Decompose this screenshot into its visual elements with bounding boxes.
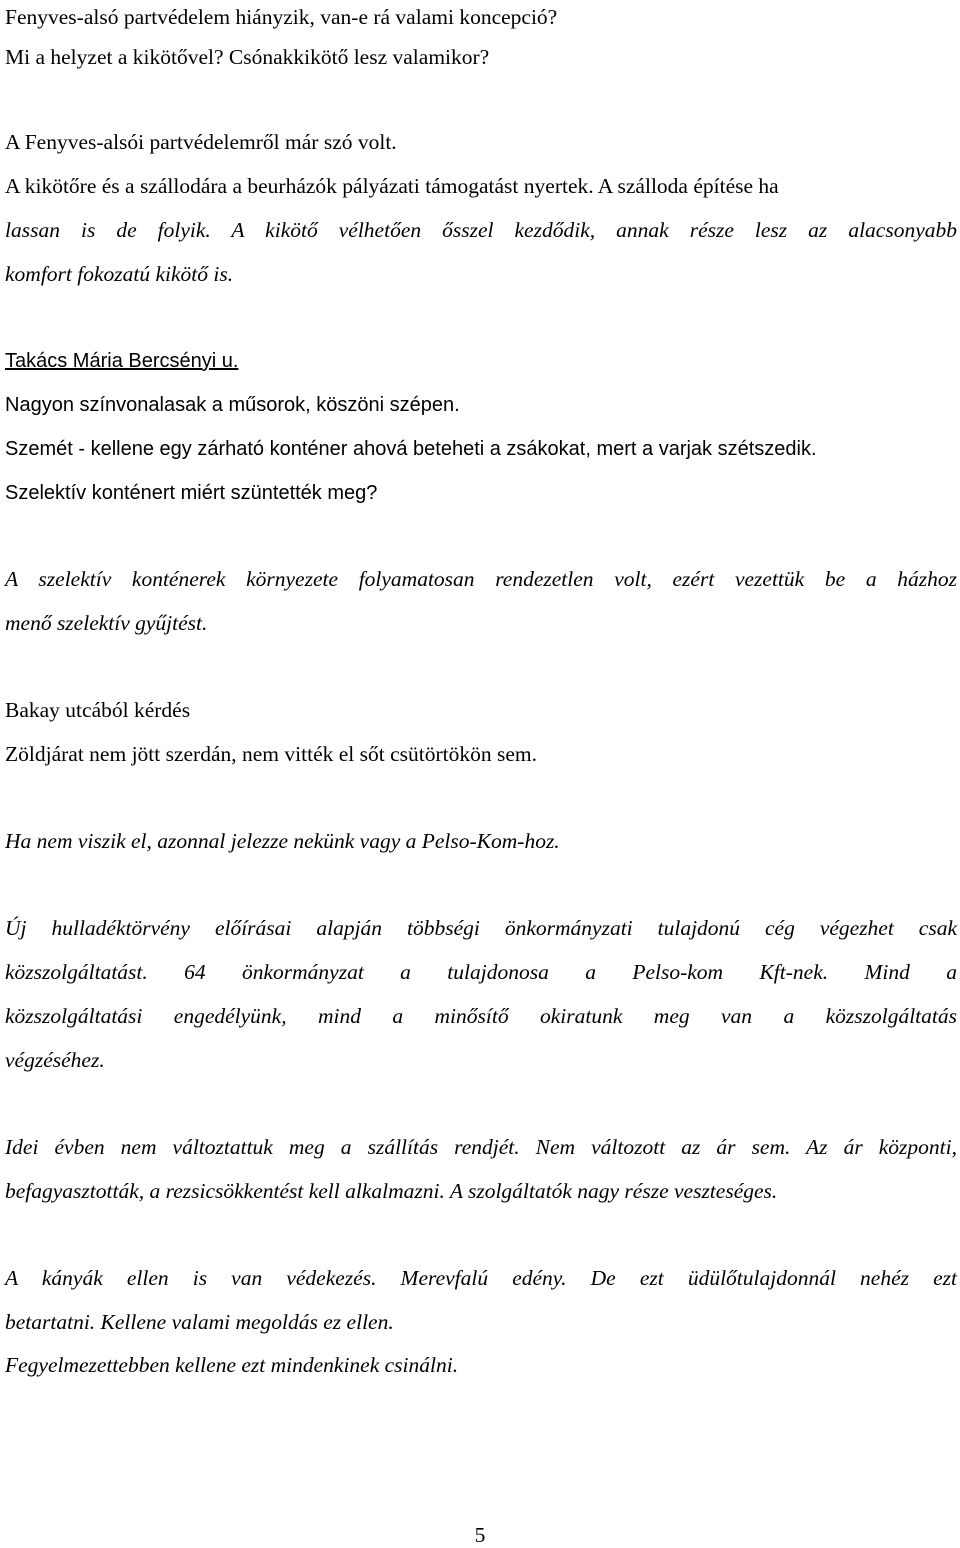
page-number: 5 bbox=[474, 1523, 486, 1547]
answer-line: A kikötőre és a szállodára a beurházók pályázati támogatást nyertek. A szálloda építése ha bbox=[5, 174, 779, 198]
answer-line: Ha nem viszik el, azonnal jelezze nekünk vagy a Pelso-Kom-hoz. bbox=[5, 829, 560, 853]
answer-line: A kányák ellen is van védekezés. Merevfalú edény. De ezt üdülőtulajdonnál nehéz ezt bbox=[5, 1266, 957, 1290]
answer-line: közszolgáltatást. 64 önkormányzat a tulajdonosa a Pelso-kom Kft-nek. Mind a bbox=[5, 960, 957, 984]
speaker-name: Takács Mária Bercsényi u. bbox=[5, 350, 239, 372]
speaker-name: Bakay utcából kérdés bbox=[5, 698, 191, 722]
question-line: Fenyves-alsó partvédelem hiányzik, van-e rá valami koncepció? bbox=[5, 5, 558, 29]
question-line: Szemét - kellene egy zárható konténer ahová beteheti a zsákokat, mert a varjak szétszedik. bbox=[5, 438, 817, 460]
question-line: Nagyon színvonalasak a műsorok, köszöni szépen. bbox=[5, 394, 460, 416]
answer-line: menő szelektív gyűjtést. bbox=[5, 611, 208, 635]
answer-line: befagyasztották, a rezsicsökkentést kell alkalmazni. A szolgáltatók nagy része veszteséges. bbox=[5, 1179, 778, 1203]
question-line: Mi a helyzet a kikötővel? Csónakkikötő lesz valamikor? bbox=[5, 45, 490, 69]
answer-line: A szelektív konténerek környezete folyamatosan rendezetlen volt, ezért vezettük be a házhoz bbox=[5, 567, 957, 591]
answer-line: Fegyelmezettebben kellene ezt mindenkinek csinálni. bbox=[5, 1353, 459, 1377]
answer-line: közszolgáltatási engedélyünk, mind a minősítő okiratunk meg van a közszolgáltatás bbox=[5, 1004, 957, 1028]
answer-line: A Fenyves-alsói partvédelemről már szó volt. bbox=[5, 130, 397, 154]
answer-line: végzéséhez. bbox=[5, 1048, 105, 1072]
answer-line: Új hulladéktörvény előírásai alapján többségi önkormányzati tulajdonú cég végezhet csak bbox=[5, 916, 957, 940]
answer-line: lassan is de folyik. A kikötő vélhetően ősszel kezdődik, annak része lesz az alacsonyabb bbox=[5, 218, 957, 242]
answer-line: betartatni. Kellene valami megoldás ez ellen. bbox=[5, 1310, 394, 1334]
question-line: Zöldjárat nem jött szerdán, nem vitték el sőt csütörtökön sem. bbox=[5, 742, 537, 766]
answer-line: komfort fokozatú kikötő is. bbox=[5, 262, 234, 286]
answer-line: Idei évben nem változtattuk meg a szállítás rendjét. Nem változott az ár sem. Az ár központi, bbox=[5, 1135, 957, 1159]
question-line: Szelektív konténert miért szüntették meg? bbox=[5, 482, 378, 504]
